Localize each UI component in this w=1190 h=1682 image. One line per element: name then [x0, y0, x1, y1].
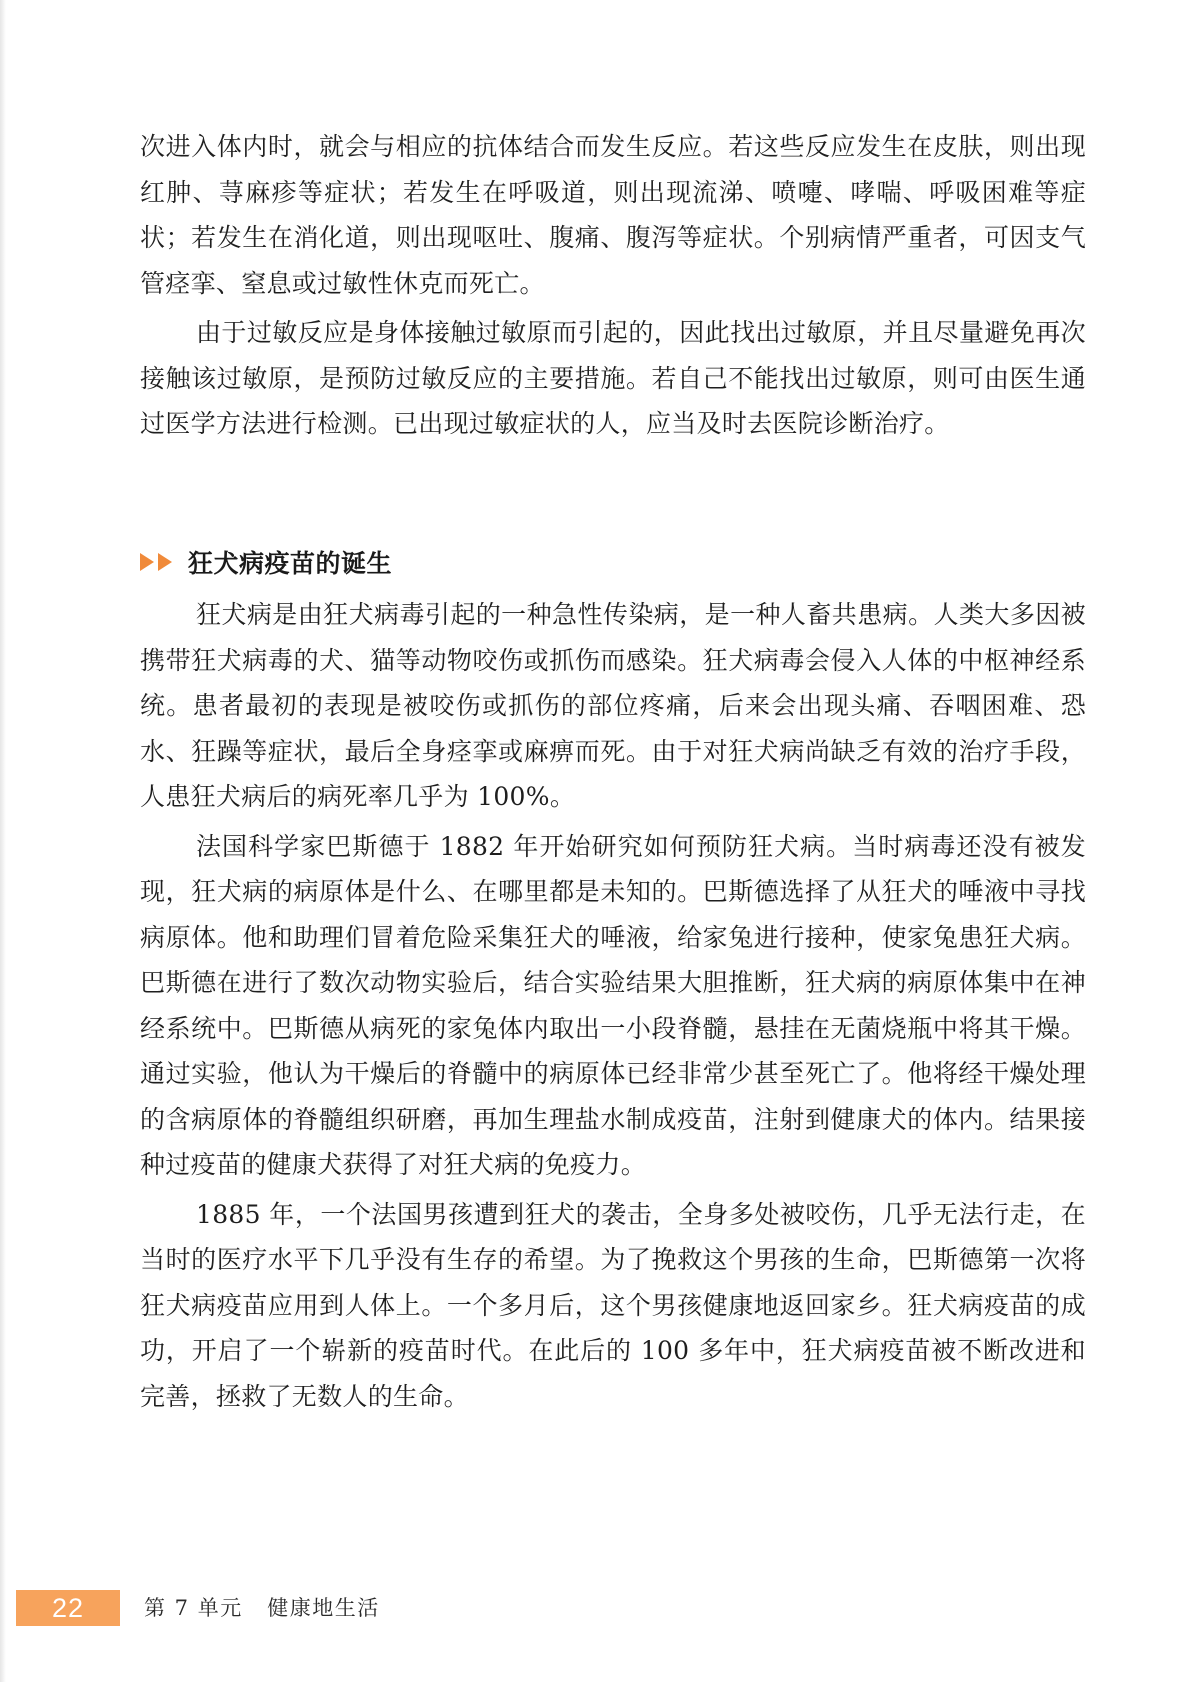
section-text-block: [140, 592, 1086, 1419]
unit-label: 第 7 单元 健康地生活: [144, 1596, 380, 1620]
top-text-block: [140, 124, 1086, 447]
paragraph-rabies-intro: 狂犬病是由狂犬病毒引起的一种急性传染病，是一种人畜共患病。人类大多因被携带狂犬病毒的犬、猫等动物咬伤或抓伤而感染。狂犬病毒会侵入人体的中枢神经系统。患者最初的表现是被咬伤或抓伤的部位疼痛，后来会出现头痛、吞咽困难、恐水、狂躁等症状，最后全身痉挛或麻痹而死。由于对狂犬病尚缺乏有效的治疗手段，人患狂犬病后的病死率几乎为 100%。: [140, 600, 1086, 811]
page-number: 22: [51, 1592, 85, 1623]
paragraph-allergy-prevention: 由于过敏反应是身体接触过敏原而引起的，因此找出过敏原，并且尽量避免再次接触该过敏原，是预防过敏反应的主要措施。若自己不能找出过敏原，则可由医生通过医学方法进行检测。已出现过敏症状的人，应当及时去医院诊断治疗。: [140, 318, 1086, 438]
page-edge-shadow: [0, 0, 6, 1682]
paragraph-vaccine-success: 1885 年，一个法国男孩遭到狂犬的袭击，全身多处被咬伤，几乎无法行走，在当时的医疗水平下几乎没有生存的希望。为了挽救这个男孩的生命，巴斯德第一次将狂犬病疫苗应用到人体上。一个多月后，这个男孩健康地返回家乡。狂犬病疫苗的成功，开启了一个崭新的疫苗时代。在此后的 100 多年中，狂犬病疫苗被不断改进和完善，拯救了无数人的生命。: [140, 1199, 1086, 1411]
section-heading: [140, 542, 392, 582]
section-title: 狂犬病疫苗的诞生: [188, 549, 393, 578]
paragraph-allergy-symptoms: 次进入体内时，就会与相应的抗体结合而发生反应。若这些反应发生在皮肤，则出现红肿、荨麻疹等症状；若发生在呼吸道，则出现流涕、喷嚏、哮喘、呼吸困难等症状；若发生在消化道，则出现呕吐、腹痛、腹泻等症状。个别病情严重者，可因支气管痉挛、窒息或过敏性休克而死亡。: [140, 132, 1086, 298]
paragraph-pasteur-research: 法国科学家巴斯德于 1882 年开始研究如何预防狂犬病。当时病毒还没有被发现，狂犬病的病原体是什么、在哪里都是未知的。巴斯德选择了从狂犬的唾液中寻找病原体。他和助理们冒着危险采集狂犬的唾液，给家兔进行接种，使家兔患狂犬病。巴斯德在进行了数次动物实验后，结合实验结果大胆推断，狂犬病的病原体集中在神经系统中。巴斯德从病死的家兔体内取出一小段脊髓，悬挂在无菌烧瓶中将其干燥。通过实验，他认为干燥后的脊髓中的病原体已经非常少甚至死亡了。他将经干燥处理的含病原体的脊髓组织研磨，再加生理盐水制成疫苗，注射到健康犬的体内。结果接种过疫苗的健康犬获得了对狂犬病的免疫力。: [140, 831, 1086, 1179]
page-footer: [0, 1586, 1190, 1630]
double-arrow-icon: [140, 553, 176, 571]
page-number-badge: [16, 1590, 120, 1626]
